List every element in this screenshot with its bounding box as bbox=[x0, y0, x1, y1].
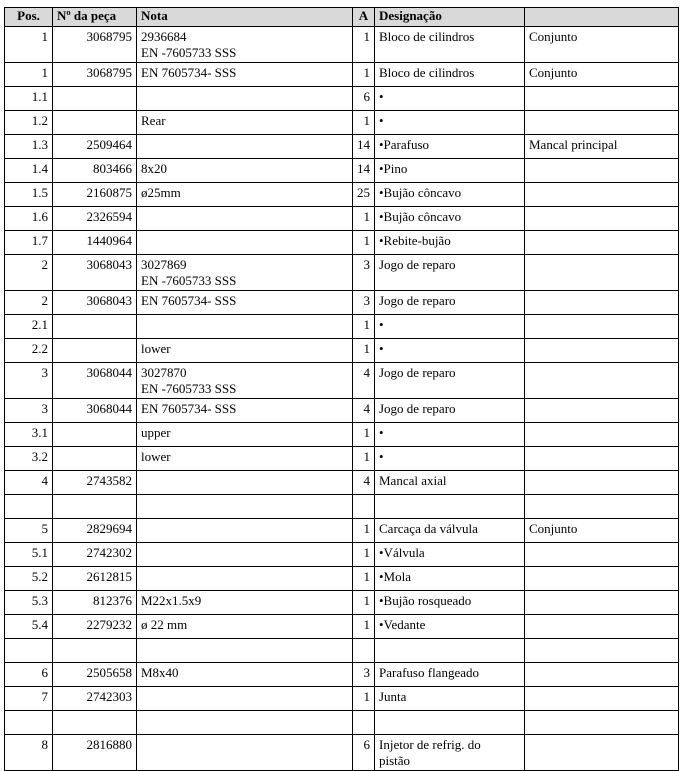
parts-table bbox=[4, 7, 679, 771]
cell-pos: 4 bbox=[5, 471, 53, 495]
table-row bbox=[5, 363, 679, 399]
cell-pos: 5.3 bbox=[5, 591, 53, 615]
cell-remark bbox=[525, 111, 679, 135]
cell-designation-line: Carcaça da válvula bbox=[379, 521, 478, 536]
cell-pos bbox=[5, 639, 53, 663]
cell-quantity: 1 bbox=[353, 615, 375, 639]
cell-note bbox=[137, 399, 353, 423]
cell-quantity bbox=[353, 495, 375, 519]
cell-part-number: 3068044 bbox=[53, 363, 137, 399]
cell-part-number: 2829694 bbox=[53, 519, 137, 543]
cell-remark bbox=[525, 159, 679, 183]
cell-remark bbox=[525, 255, 679, 291]
cell-designation bbox=[375, 591, 525, 615]
cell-remark: Mancal principal bbox=[525, 135, 679, 159]
cell-designation bbox=[375, 447, 525, 471]
cell-pos: 7 bbox=[5, 687, 53, 711]
table-row bbox=[5, 687, 679, 711]
cell-note bbox=[137, 231, 353, 255]
cell-part-number: 3068043 bbox=[53, 255, 137, 291]
table-row bbox=[5, 87, 679, 111]
table-row bbox=[5, 63, 679, 87]
cell-note-line: EN 7605734- SSS bbox=[141, 401, 237, 416]
cell-part-number: 2612815 bbox=[53, 567, 137, 591]
cell-quantity bbox=[353, 711, 375, 735]
cell-part-number bbox=[53, 111, 137, 135]
cell-quantity: 25 bbox=[353, 183, 375, 207]
cell-note-line: M22x1.5x9 bbox=[141, 593, 202, 608]
cell-note bbox=[137, 591, 353, 615]
cell-part-number: 3068044 bbox=[53, 399, 137, 423]
cell-designation bbox=[375, 183, 525, 207]
cell-note bbox=[137, 255, 353, 291]
cell-quantity: 1 bbox=[353, 519, 375, 543]
cell-pos: 1.3 bbox=[5, 135, 53, 159]
cell-designation-line: Jogo de reparo bbox=[379, 293, 456, 308]
cell-note bbox=[137, 543, 353, 567]
cell-designation bbox=[375, 711, 525, 735]
cell-remark bbox=[525, 363, 679, 399]
cell-quantity: 1 bbox=[353, 207, 375, 231]
cell-designation bbox=[375, 543, 525, 567]
cell-designation-line: •Bujão rosqueado bbox=[379, 593, 472, 608]
cell-note-line: 8x20 bbox=[141, 161, 167, 176]
cell-designation-line: •Mola bbox=[379, 569, 411, 584]
cell-remark bbox=[525, 663, 679, 687]
cell-quantity: 4 bbox=[353, 471, 375, 495]
cell-note-line: M8x40 bbox=[141, 665, 179, 680]
table-row bbox=[5, 591, 679, 615]
cell-remark bbox=[525, 735, 679, 771]
cell-designation-line: •Válvula bbox=[379, 545, 425, 560]
cell-note-line: EN -7605733 SSS bbox=[141, 45, 237, 60]
cell-quantity: 1 bbox=[353, 63, 375, 87]
cell-designation bbox=[375, 159, 525, 183]
cell-note-line: 2936684 bbox=[141, 29, 187, 44]
cell-designation-line: Jogo de reparo bbox=[379, 401, 456, 416]
cell-note bbox=[137, 447, 353, 471]
cell-note-line: lower bbox=[141, 449, 171, 464]
cell-note-line: EN -7605733 SSS bbox=[141, 381, 237, 396]
cell-part-number: 2279232 bbox=[53, 615, 137, 639]
table-row bbox=[5, 423, 679, 447]
cell-part-number: 2743582 bbox=[53, 471, 137, 495]
cell-part-number bbox=[53, 711, 137, 735]
cell-remark bbox=[525, 423, 679, 447]
cell-note bbox=[137, 207, 353, 231]
table-row bbox=[5, 471, 679, 495]
cell-designation-line: • bbox=[379, 317, 384, 332]
cell-designation bbox=[375, 471, 525, 495]
cell-part-number: 812376 bbox=[53, 591, 137, 615]
cell-quantity bbox=[353, 639, 375, 663]
cell-note bbox=[137, 87, 353, 111]
cell-note bbox=[137, 339, 353, 363]
cell-part-number: 3068043 bbox=[53, 291, 137, 315]
table-row bbox=[5, 711, 679, 735]
cell-pos: 3 bbox=[5, 363, 53, 399]
table-row bbox=[5, 639, 679, 663]
cell-designation-line: • bbox=[379, 425, 384, 440]
cell-designation bbox=[375, 339, 525, 363]
cell-note bbox=[137, 735, 353, 771]
cell-note bbox=[137, 315, 353, 339]
cell-designation-line: Injetor de refrig. do bbox=[379, 737, 481, 752]
cell-part-number: 803466 bbox=[53, 159, 137, 183]
cell-designation-line: •Vedante bbox=[379, 617, 426, 632]
cell-designation bbox=[375, 615, 525, 639]
cell-designation bbox=[375, 315, 525, 339]
cell-remark bbox=[525, 183, 679, 207]
cell-designation bbox=[375, 63, 525, 87]
cell-note-line: ø 22 mm bbox=[141, 617, 188, 632]
cell-pos: 2 bbox=[5, 291, 53, 315]
table-row bbox=[5, 495, 679, 519]
cell-quantity: 6 bbox=[353, 735, 375, 771]
cell-quantity: 1 bbox=[353, 315, 375, 339]
cell-pos: 6 bbox=[5, 663, 53, 687]
cell-part-number: 2326594 bbox=[53, 207, 137, 231]
cell-part-number: 2509464 bbox=[53, 135, 137, 159]
cell-part-number bbox=[53, 639, 137, 663]
cell-note-line: 3027870 bbox=[141, 365, 187, 380]
cell-remark bbox=[525, 399, 679, 423]
cell-remark bbox=[525, 711, 679, 735]
cell-note-line: EN 7605734- SSS bbox=[141, 293, 237, 308]
cell-pos bbox=[5, 495, 53, 519]
cell-quantity: 1 bbox=[353, 447, 375, 471]
col-header-note: Nota bbox=[137, 8, 353, 27]
cell-remark bbox=[525, 615, 679, 639]
cell-remark: Conjunto bbox=[525, 519, 679, 543]
col-header-quantity: A bbox=[353, 8, 375, 27]
cell-designation-line: Jogo de reparo bbox=[379, 257, 456, 272]
cell-designation bbox=[375, 27, 525, 63]
cell-pos: 5.4 bbox=[5, 615, 53, 639]
table-row bbox=[5, 663, 679, 687]
cell-designation-line: •Bujão côncavo bbox=[379, 209, 462, 224]
cell-pos: 1.1 bbox=[5, 87, 53, 111]
cell-part-number: 1440964 bbox=[53, 231, 137, 255]
cell-pos: 1.6 bbox=[5, 207, 53, 231]
cell-designation-line: Bloco de cilindros bbox=[379, 29, 475, 44]
cell-remark bbox=[525, 447, 679, 471]
cell-pos: 2 bbox=[5, 255, 53, 291]
cell-quantity: 6 bbox=[353, 87, 375, 111]
cell-designation-line: pistão bbox=[379, 753, 411, 768]
cell-part-number bbox=[53, 423, 137, 447]
cell-quantity: 1 bbox=[353, 687, 375, 711]
table-row bbox=[5, 159, 679, 183]
cell-remark bbox=[525, 291, 679, 315]
cell-note bbox=[137, 423, 353, 447]
cell-quantity: 1 bbox=[353, 543, 375, 567]
cell-quantity: 1 bbox=[353, 567, 375, 591]
cell-designation bbox=[375, 87, 525, 111]
table-row bbox=[5, 27, 679, 63]
cell-note bbox=[137, 471, 353, 495]
cell-part-number bbox=[53, 315, 137, 339]
cell-part-number: 3068795 bbox=[53, 63, 137, 87]
cell-pos: 1.2 bbox=[5, 111, 53, 135]
cell-pos: 3.2 bbox=[5, 447, 53, 471]
cell-note bbox=[137, 639, 353, 663]
table-row bbox=[5, 567, 679, 591]
cell-note bbox=[137, 687, 353, 711]
cell-pos: 5.1 bbox=[5, 543, 53, 567]
cell-pos: 3.1 bbox=[5, 423, 53, 447]
table-row bbox=[5, 231, 679, 255]
table-row bbox=[5, 615, 679, 639]
cell-pos: 5 bbox=[5, 519, 53, 543]
cell-remark bbox=[525, 231, 679, 255]
cell-remark bbox=[525, 591, 679, 615]
cell-note-line: Rear bbox=[141, 113, 166, 128]
table-row bbox=[5, 447, 679, 471]
header-row bbox=[5, 8, 679, 27]
cell-pos: 5.2 bbox=[5, 567, 53, 591]
cell-note bbox=[137, 27, 353, 63]
cell-designation-line: Junta bbox=[379, 689, 407, 704]
cell-quantity: 3 bbox=[353, 291, 375, 315]
cell-note bbox=[137, 111, 353, 135]
table-row bbox=[5, 399, 679, 423]
col-header-remark bbox=[525, 8, 679, 27]
cell-part-number: 2505658 bbox=[53, 663, 137, 687]
cell-remark bbox=[525, 543, 679, 567]
table-row bbox=[5, 207, 679, 231]
cell-pos: 2.1 bbox=[5, 315, 53, 339]
cell-designation bbox=[375, 687, 525, 711]
cell-designation bbox=[375, 519, 525, 543]
cell-quantity: 14 bbox=[353, 135, 375, 159]
cell-remark bbox=[525, 207, 679, 231]
cell-note bbox=[137, 495, 353, 519]
cell-remark bbox=[525, 315, 679, 339]
cell-note-line: 3027869 bbox=[141, 257, 187, 272]
cell-note bbox=[137, 183, 353, 207]
table-row bbox=[5, 543, 679, 567]
table-row bbox=[5, 255, 679, 291]
cell-designation-line: • bbox=[379, 449, 384, 464]
cell-designation bbox=[375, 291, 525, 315]
cell-remark bbox=[525, 567, 679, 591]
cell-note bbox=[137, 363, 353, 399]
cell-pos: 8 bbox=[5, 735, 53, 771]
cell-remark bbox=[525, 687, 679, 711]
cell-designation bbox=[375, 363, 525, 399]
cell-quantity: 1 bbox=[353, 231, 375, 255]
cell-part-number bbox=[53, 339, 137, 363]
cell-note bbox=[137, 159, 353, 183]
cell-quantity: 4 bbox=[353, 399, 375, 423]
cell-designation bbox=[375, 735, 525, 771]
table-row bbox=[5, 135, 679, 159]
table-row bbox=[5, 183, 679, 207]
cell-note bbox=[137, 519, 353, 543]
table-row bbox=[5, 735, 679, 771]
cell-part-number: 2160875 bbox=[53, 183, 137, 207]
cell-designation-line: Mancal axial bbox=[379, 473, 447, 488]
cell-designation bbox=[375, 135, 525, 159]
cell-remark: Conjunto bbox=[525, 27, 679, 63]
cell-part-number: 2816880 bbox=[53, 735, 137, 771]
cell-note bbox=[137, 567, 353, 591]
cell-designation-line: Parafuso flangeado bbox=[379, 665, 479, 680]
cell-note bbox=[137, 663, 353, 687]
cell-designation bbox=[375, 495, 525, 519]
cell-designation-line: • bbox=[379, 89, 384, 104]
cell-quantity: 3 bbox=[353, 663, 375, 687]
cell-designation bbox=[375, 255, 525, 291]
cell-part-number: 2742302 bbox=[53, 543, 137, 567]
cell-designation-line: Bloco de cilindros bbox=[379, 65, 475, 80]
cell-designation-line: Jogo de reparo bbox=[379, 365, 456, 380]
cell-designation bbox=[375, 423, 525, 447]
cell-designation-line: •Pino bbox=[379, 161, 408, 176]
cell-designation-line: • bbox=[379, 341, 384, 356]
cell-designation bbox=[375, 663, 525, 687]
cell-designation-line: •Rebite-bujão bbox=[379, 233, 451, 248]
table-row bbox=[5, 111, 679, 135]
cell-quantity: 1 bbox=[353, 423, 375, 447]
cell-quantity: 1 bbox=[353, 591, 375, 615]
cell-designation-line: •Parafuso bbox=[379, 137, 430, 152]
cell-designation bbox=[375, 639, 525, 663]
cell-quantity: 1 bbox=[353, 111, 375, 135]
cell-designation bbox=[375, 231, 525, 255]
cell-part-number bbox=[53, 447, 137, 471]
cell-quantity: 14 bbox=[353, 159, 375, 183]
cell-remark bbox=[525, 639, 679, 663]
cell-designation-line: •Bujão côncavo bbox=[379, 185, 462, 200]
cell-remark bbox=[525, 471, 679, 495]
cell-note bbox=[137, 291, 353, 315]
cell-part-number bbox=[53, 87, 137, 111]
cell-part-number: 3068795 bbox=[53, 27, 137, 63]
cell-note bbox=[137, 615, 353, 639]
cell-note-line: EN 7605734- SSS bbox=[141, 65, 237, 80]
cell-remark bbox=[525, 339, 679, 363]
cell-designation bbox=[375, 111, 525, 135]
cell-designation bbox=[375, 207, 525, 231]
cell-part-number bbox=[53, 495, 137, 519]
cell-note-line: lower bbox=[141, 341, 171, 356]
cell-pos: 2.2 bbox=[5, 339, 53, 363]
cell-note bbox=[137, 135, 353, 159]
cell-note-line: EN -7605733 SSS bbox=[141, 273, 237, 288]
table-row bbox=[5, 519, 679, 543]
cell-quantity: 3 bbox=[353, 255, 375, 291]
cell-pos: 1.7 bbox=[5, 231, 53, 255]
cell-designation-line: • bbox=[379, 113, 384, 128]
cell-pos: 1 bbox=[5, 27, 53, 63]
cell-pos bbox=[5, 711, 53, 735]
cell-quantity: 1 bbox=[353, 339, 375, 363]
cell-designation bbox=[375, 567, 525, 591]
table-row bbox=[5, 339, 679, 363]
cell-note-line: upper bbox=[141, 425, 171, 440]
cell-quantity: 1 bbox=[353, 27, 375, 63]
col-header-designation: Designação bbox=[375, 8, 525, 27]
cell-pos: 3 bbox=[5, 399, 53, 423]
cell-remark bbox=[525, 87, 679, 111]
cell-part-number: 2742303 bbox=[53, 687, 137, 711]
cell-remark bbox=[525, 495, 679, 519]
cell-pos: 1.5 bbox=[5, 183, 53, 207]
table-row bbox=[5, 291, 679, 315]
cell-quantity: 4 bbox=[353, 363, 375, 399]
col-header-part-number: Nº da peça bbox=[53, 8, 137, 27]
table-row bbox=[5, 315, 679, 339]
cell-pos: 1 bbox=[5, 63, 53, 87]
cell-note bbox=[137, 63, 353, 87]
cell-pos: 1.4 bbox=[5, 159, 53, 183]
cell-note-line: ø25mm bbox=[141, 185, 181, 200]
cell-note bbox=[137, 711, 353, 735]
cell-remark: Conjunto bbox=[525, 63, 679, 87]
col-header-pos: Pos. bbox=[5, 8, 53, 27]
cell-designation bbox=[375, 399, 525, 423]
